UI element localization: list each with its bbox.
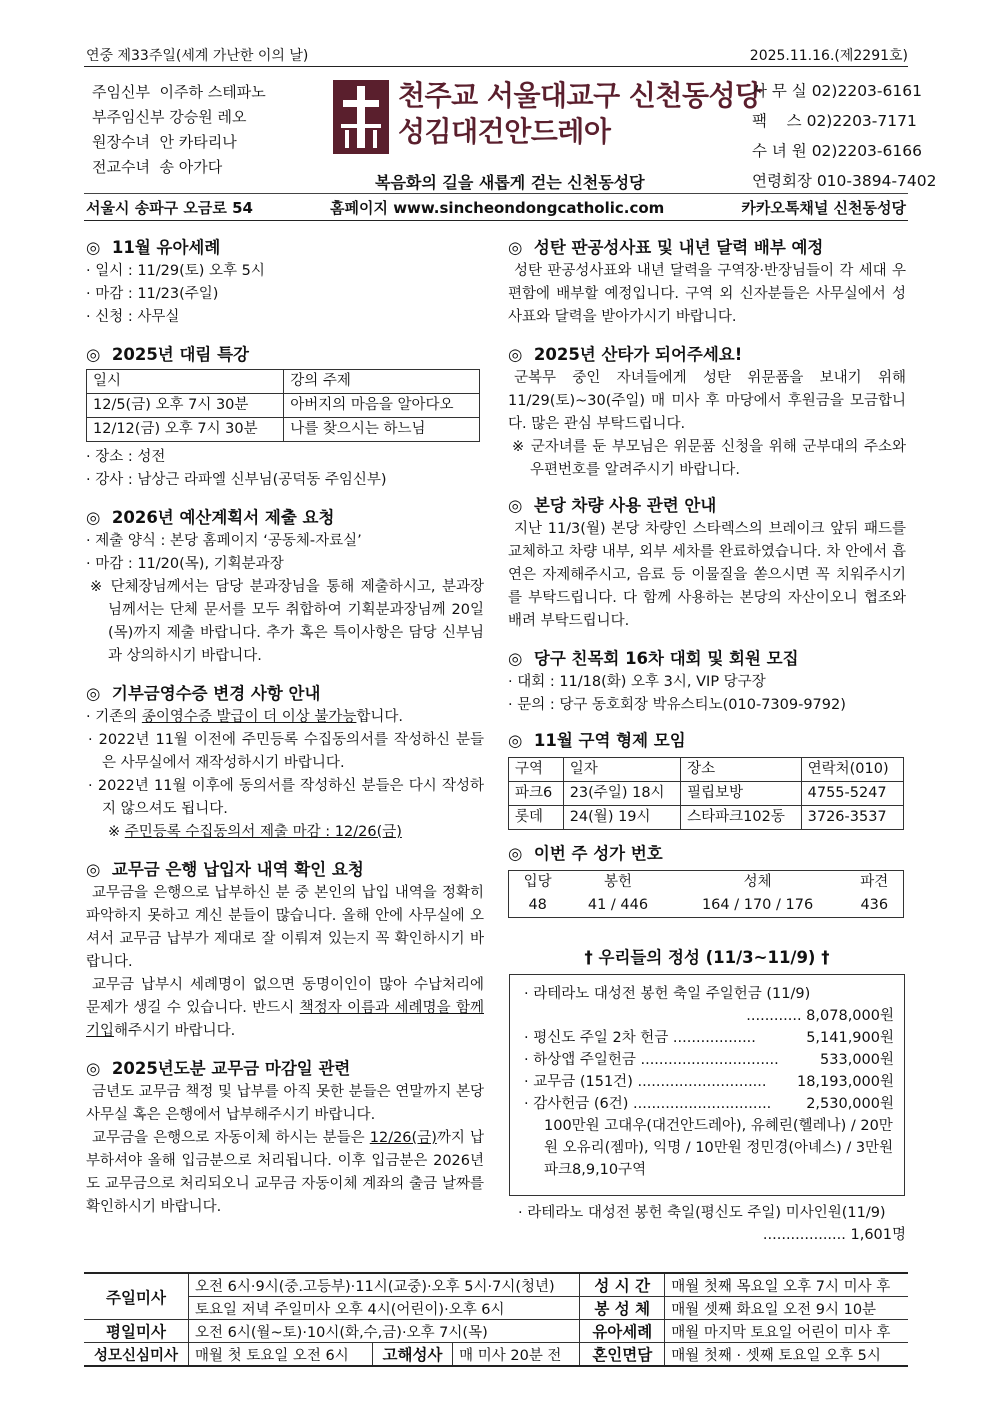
offering-line: · 평신도 주일 2차 헌금 .................. 5,141,900원 [524, 1030, 894, 1046]
table-cell: 필립보방 [681, 782, 802, 806]
section-title: ◎ 이번 주 성가 번호 [508, 844, 663, 863]
contact-funeral: 연령회장 010-3894-7402 [752, 172, 937, 190]
marian-mass-time: 매월 첫 토요일 오전 6시 [189, 1343, 373, 1367]
section-title: ◎ 11월 유아세례 [86, 238, 221, 257]
saturday-mass-times: 토요일 저녁 주일미사 오후 4시(어린이)·오후 6시 [189, 1297, 580, 1320]
table-header: 일자 [563, 758, 680, 782]
paragraph: 교무금을 은행으로 자동이체 하시는 분들은 12/26(금)까지 납부하셔야 올해 입금분으로 처리됩니다. 이후 입금분은 2026년도 교무금으로 처리되오니 교무금 자동이체 계좌의 출금 날짜를 확인하시기 바랍니다. [86, 1130, 485, 1215]
note: ※ 주민등록 수집동의서 제출 마감 : 12/26(금) [108, 824, 402, 840]
confession-label: 고해성사 [372, 1343, 452, 1367]
table-cell: 나를 찾으시는 하느님 [284, 418, 480, 442]
table-header: 입당 [509, 871, 567, 895]
paragraph: 군복무 중인 자녀들에게 성탄 위문품을 보내기 위해 11/29(토)~30(주일) 매 미사 후 마당에서 후원금을 모금합니다. 많은 관심 부탁드립니다. [508, 370, 906, 432]
table-cell: 롯데 [509, 806, 564, 830]
table-row [509, 782, 904, 806]
table-row [87, 418, 480, 442]
attendance-value: .................. 1,601명 [762, 1227, 906, 1243]
hymn-number: 436 [846, 894, 904, 918]
table-header: 장소 [681, 758, 802, 782]
staff-item: 전교수녀 송 아가다 [92, 158, 223, 176]
list-item: · 일시 : 11/29(토) 오후 5시 [86, 263, 265, 279]
section-title: ◎ 11월 구역 형제 모임 [508, 731, 686, 750]
paragraph: 성탄 판공성사표와 내년 달력을 구역장·반장님들이 각 세대 우편함에 배부할 예정입니다. 구역 외 신자분들은 사무실에서 성사표와 달력을 받아가시기 바랍니다. [508, 263, 906, 325]
section-title: ◎ 성탄 판공성사표 및 내년 달력 배부 예정 [508, 238, 824, 257]
hymn-number: 164 / 170 / 176 [670, 894, 846, 918]
section-title: ◎ 2026년 예산계획서 제출 요청 [86, 508, 335, 527]
paragraph: 지난 11/3(월) 본당 차량인 스타렉스의 브레이크 앞뒤 패드를 교체하고 차량 내부, 외부 세차를 완료하였습니다. 차 안에서 흡연은 자제해주시고, 음료 등 이물질을 쏟으시면 꼭 치워주시기를 부탁드립니다. 다 함께 사용하는 본당의 자산이오니 협조와 배려 부탁드립니다. [508, 521, 906, 629]
note: ※ 단체장님께서는 담당 분과장님을 통해 제출하시고, 분과장님께서는 단체 문서를 모두 취합하여 기획분과장님께 20일(목)까지 제출 바랍니다. 추가 혹은 특이사항은 담당 신부님과 상의하시기 바랍니다. [90, 579, 484, 664]
table-row [509, 894, 904, 918]
address: 서울시 송파구 오금로 54 [86, 199, 253, 217]
staff-item: 원장수녀 안 카타리나 [92, 133, 237, 151]
staff-list [92, 80, 266, 180]
brothers-table [508, 757, 904, 830]
holyhour-time: 매월 첫째 목요일 오후 7시 미사 후 [665, 1273, 908, 1297]
church-logo-icon [333, 80, 389, 154]
list-item: · 2022년 11월 이전에 주민등록 수집동의서를 작성하신 분들은 사무실에서 재작성하시기 바랍니다. [88, 732, 484, 771]
marian-mass-label: 성모신심미사 [84, 1343, 189, 1367]
address-bar [86, 197, 906, 218]
liturgical-day: 연중 제33주일(세계 가난한 이의 날) [86, 48, 309, 64]
divider [84, 193, 908, 194]
table-row [509, 806, 904, 830]
offering-line: · 감사헌금 (6건) .............................. 2,530,000원 [524, 1096, 894, 1112]
offering-line: · 라테라노 대성전 봉헌 축일 주일헌금 (11/9) [524, 986, 811, 1002]
list-item: · 2022년 11월 이후에 동의서를 작성하신 분들은 다시 작성하지 않으셔도 됩니다. [88, 778, 484, 817]
contact-list [752, 76, 936, 196]
section-title: ◎ 당구 친목회 16차 대회 및 회원 모집 [508, 649, 799, 668]
list-item: · 제출 양식 : 본당 홈페이지 ‘공동체-자료실’ [86, 533, 362, 549]
list-item: · 기존의 종이영수증 발급이 더 이상 불가능합니다. [86, 709, 404, 725]
staff-item: 부주임신부 강승원 레오 [92, 108, 247, 126]
section-title: ◎ 본당 차량 사용 관련 안내 [508, 496, 717, 515]
table-cell: 아버지의 마음을 알아다오 [284, 394, 480, 418]
marriage-label: 혼인면담 [580, 1343, 665, 1367]
hymn-number: 48 [509, 894, 567, 918]
issue-date: 2025.11.16.(제2291호) [749, 48, 908, 64]
marriage-time: 매월 첫째 · 셋째 토요일 오후 5시 [665, 1343, 908, 1367]
table-row [87, 394, 480, 418]
table-cell: 12/5(금) 오후 7시 30분 [87, 394, 284, 418]
offering-line: · 하상앱 주일헌금 .............................. 533,000원 [524, 1052, 894, 1068]
right-column [508, 236, 906, 918]
paragraph: 교무금 납부시 세례명이 없으면 동명이인이 많아 수납처리에 문제가 생길 수 있습니다. 반드시 책정자 이름과 세례명을 함께 기입해주시기 바랍니다. [86, 977, 484, 1039]
offering-box [509, 974, 905, 1196]
hymn-table [508, 870, 904, 918]
weekday-mass-label: 평일미사 [84, 1320, 189, 1343]
table-cell: 3726-3537 [801, 806, 903, 830]
offering-line: · 교무금 (151건) ............................ 18,193,000원 [524, 1074, 894, 1090]
anointing-label: 봉 성 체 [580, 1297, 665, 1320]
sunday-mass-label: 주일미사 [84, 1273, 189, 1320]
top-line [86, 45, 908, 65]
table-header: 일시 [87, 370, 284, 394]
table-header: 파견 [846, 871, 904, 895]
church-name [398, 78, 762, 150]
list-item: · 마감 : 11/20(목), 기획분과장 [86, 556, 284, 572]
offering-line: ............ 8,078,000원 [746, 1008, 894, 1024]
table-cell: 12/12(금) 오후 7시 30분 [87, 418, 284, 442]
confession-time: 매 미사 20분 전 [453, 1343, 580, 1367]
list-item: · 대회 : 11/18(화) 오후 3시, VIP 당구장 [508, 674, 766, 690]
motto: 복음화의 길을 새롭게 걷는 신천동성당 [375, 173, 645, 192]
table-cell: 스타파크102동 [681, 806, 802, 830]
advent-table [86, 369, 480, 442]
table-header: 구역 [509, 758, 564, 782]
offering-title: † 우리들의 정성 (11/3~11/9) † [584, 948, 830, 967]
mass-schedule [84, 1272, 908, 1367]
church-name-line1: 천주교 서울대교구 신천동성당 [398, 79, 762, 112]
weekday-mass-times: 오전 6시(월~토)·10시(화,수,금)·오후 7시(목) [189, 1320, 580, 1343]
infant-baptism-time: 매월 마지막 토요일 어린이 미사 후 [665, 1320, 908, 1343]
contact-convent: 수 녀 원 02)2203-6166 [752, 142, 922, 160]
attendance-label: · 라테라노 대성전 봉헌 축일(평신도 주일) 미사인원(11/9) [518, 1205, 886, 1221]
table-cell: 4755-5247 [801, 782, 903, 806]
section-title: ◎ 기부금영수증 변경 사항 안내 [86, 684, 321, 703]
paragraph: 교무금을 은행으로 납부하신 분 중 본인의 납입 내역을 정확히 파악하지 못하고 계신 분들이 많습니다. 올해 안에 사무실에 오셔서 교무금 납부가 제대로 잘 이뤄져 있는지 꼭 확인하시기 바랍니다. [86, 885, 484, 970]
divider [84, 66, 908, 67]
table-header: 성체 [670, 871, 846, 895]
infant-baptism-label: 유아세례 [580, 1320, 665, 1343]
table-header: 봉헌 [566, 871, 669, 895]
left-column [86, 236, 484, 1219]
list-item: · 신청 : 사무실 [86, 309, 180, 325]
anointing-time: 매월 셋째 화요일 오전 9시 10분 [665, 1297, 908, 1320]
list-item: · 장소 : 성전 [86, 449, 166, 465]
list-item: · 마감 : 11/23(주일) [86, 286, 219, 302]
attendance [518, 1202, 906, 1246]
table-header: 강의 주제 [284, 370, 480, 394]
hymn-number: 41 / 446 [566, 894, 669, 918]
table-header: 연락처(010) [801, 758, 903, 782]
table-cell: 24(월) 19시 [563, 806, 680, 830]
list-item: · 강사 : 남상근 라파엘 신부님(공덕동 주임신부) [86, 472, 387, 488]
divider [84, 220, 908, 221]
list-item: · 문의 : 당구 동호회장 박유스티노(010-7309-9792) [508, 697, 846, 713]
contact-fax: 팩 스 02)2203-7171 [752, 112, 917, 130]
section-title: ◎ 2025년도분 교무금 마감일 관련 [86, 1059, 351, 1078]
contact-office: 사 무 실 02)2203-6161 [752, 82, 922, 100]
table-cell: 23(주일) 18시 [563, 782, 680, 806]
church-name-line2: 성김대건안드레아 [398, 115, 611, 148]
section-title: ◎ 2025년 산타가 되어주세요! [508, 345, 743, 364]
holyhour-label: 성 시 간 [580, 1273, 665, 1297]
thanks-list: 100만원 고대우(대건안드레아), 유혜린(헬레나) / 20만원 오유리(젬마), 익명 / 10만원 정민경(아녜스) / 3만원 파크8,9,10구역 [544, 1118, 894, 1178]
section-title: ◎ 교무금 은행 납입자 내역 확인 요청 [86, 860, 364, 879]
paragraph: 금년도 교무금 책정 및 납부를 아직 못한 분들은 연말까지 본당 사무실 혹은 은행에서 납부해주시기 바랍니다. [86, 1084, 484, 1123]
sunday-mass-times: 오전 6시·9시(중.고등부)·11시(교중)·오후 5시·7시(청년) [189, 1273, 580, 1297]
staff-item: 주임신부 이주하 스테파노 [92, 83, 266, 101]
note: ※ 군자녀를 둔 부모님은 위문품 신청을 위해 군부대의 주소와 우편번호를 알려주시기 바랍니다. [512, 439, 906, 478]
section-title: ◎ 2025년 대림 특강 [86, 345, 249, 364]
homepage-link[interactable]: 홈페이지 www.sincheondongcatholic.com [330, 199, 665, 217]
kakao-channel: 카카오톡채널 신천동성당 [741, 199, 906, 217]
table-cell: 파크6 [509, 782, 564, 806]
